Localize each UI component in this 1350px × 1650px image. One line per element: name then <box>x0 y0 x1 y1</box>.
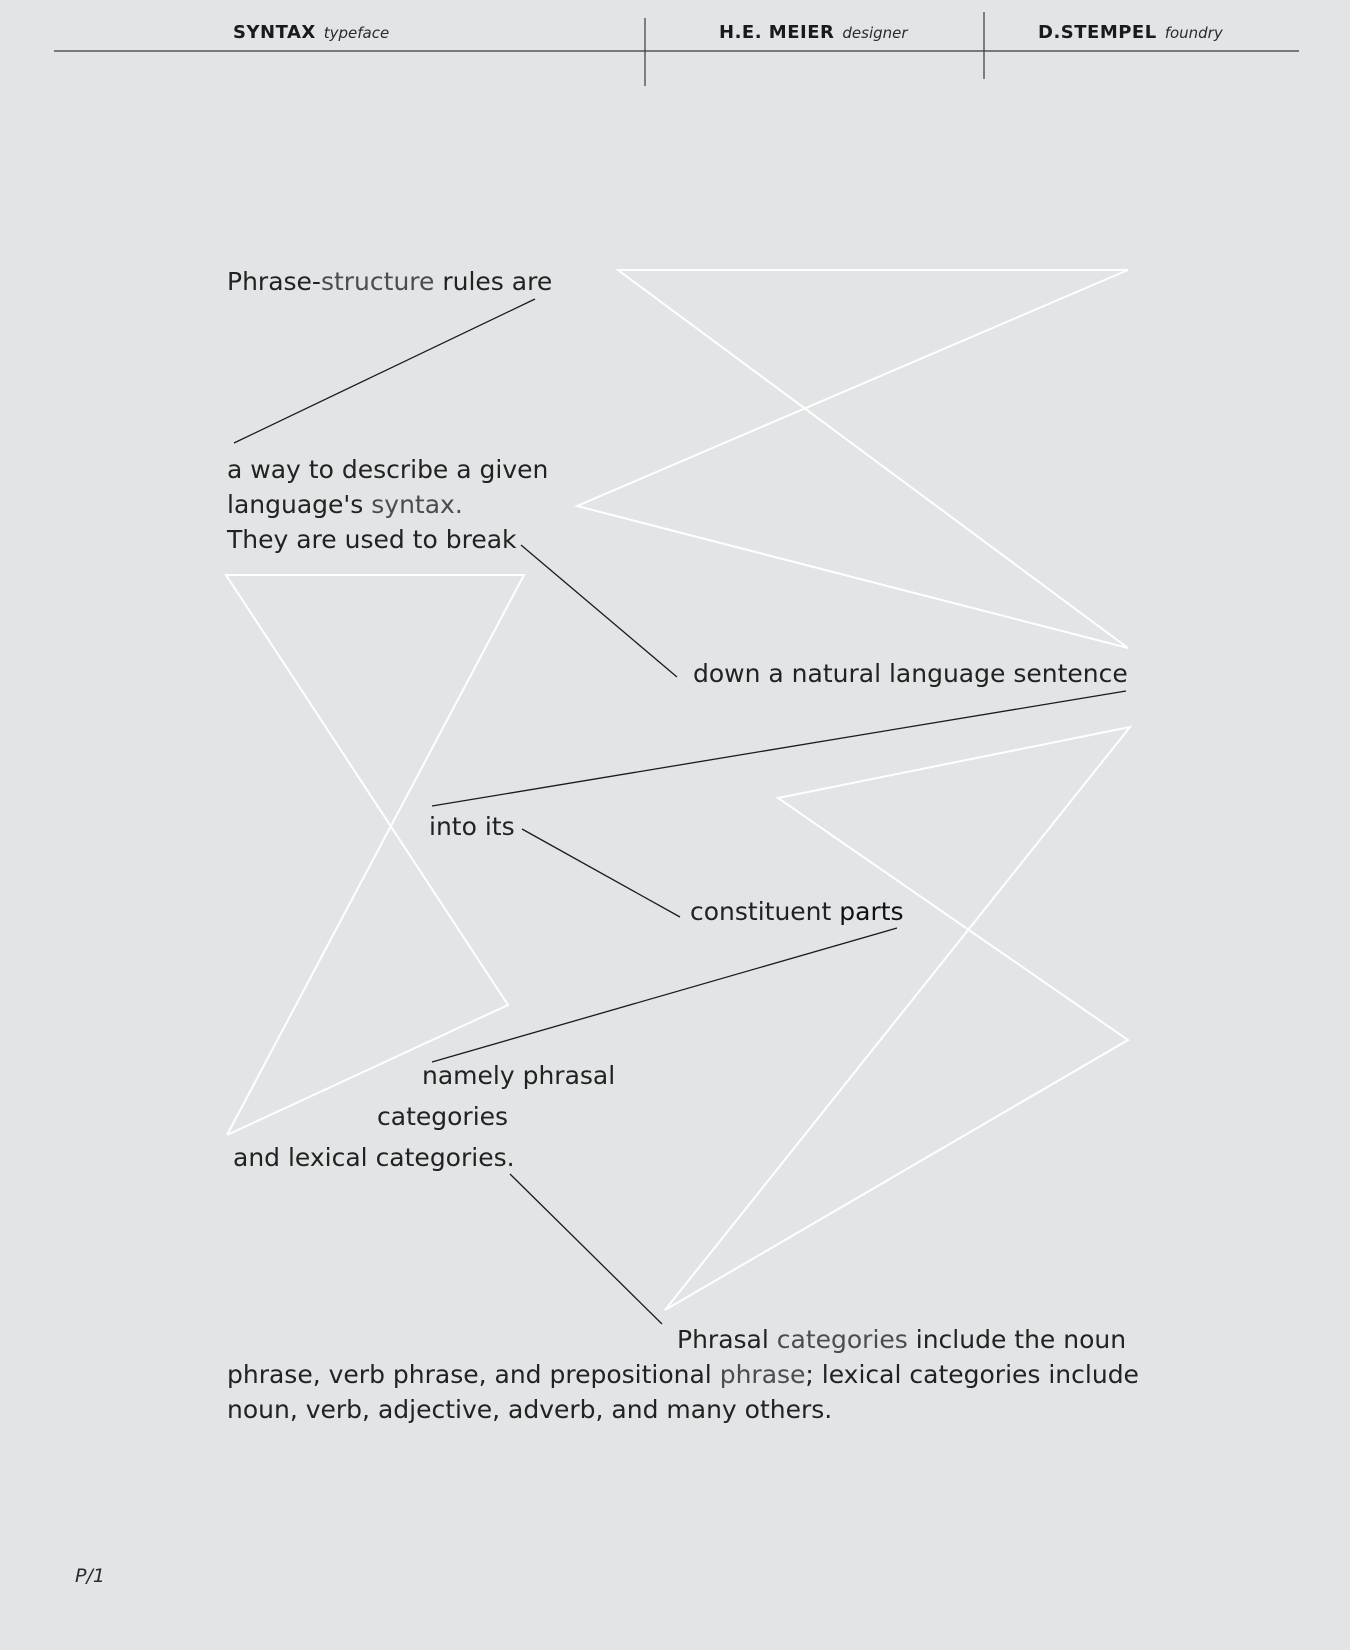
typeface-name: SYNTAX <box>233 22 316 43</box>
typeface-role: typeface <box>323 24 390 42</box>
zigzag-left-hourglass <box>226 575 524 1135</box>
paragraph-line-1-part-a: Phrasal <box>677 1325 777 1354</box>
poem-line-1 <box>227 264 552 299</box>
paragraph-line-2-part-a: phrase, verb phrase, and prepositional <box>227 1360 720 1389</box>
poem-line-8: namely phrasal <box>422 1061 616 1090</box>
connector-2 <box>521 545 677 677</box>
paragraph-line-1-highlight: categories <box>776 1325 908 1354</box>
paragraph-line-1-part-c: include the noun <box>907 1325 1127 1354</box>
poem-line-6: into its <box>429 812 515 841</box>
header-typeface <box>233 22 389 43</box>
poem-line-1-part-a: Phrase- <box>227 267 321 296</box>
poem-line-3 <box>227 487 463 522</box>
poem-line-7 <box>690 894 904 929</box>
page-number: P/1 <box>75 1565 105 1587</box>
poem-line-4: They are used to break <box>227 525 517 554</box>
poem-line-5: down a natural language sentence <box>693 659 1128 688</box>
paragraph-line-2-highlight: phrase <box>719 1360 806 1389</box>
poem-line-3-part-a: language's <box>227 490 372 519</box>
poem-line-1-highlight: structure <box>320 267 435 296</box>
poem-line-7-part-a: constituent <box>690 897 840 926</box>
connector-1 <box>234 299 535 443</box>
poem-line-7-highlight: parts <box>839 897 904 926</box>
poem-line-2: a way to describe a given <box>227 455 549 484</box>
foundry-role: foundry <box>1164 24 1223 42</box>
paragraph-line-3: noun, verb, adjective, adverb, and many others. <box>227 1395 833 1424</box>
poem-line-9: categories <box>377 1102 509 1131</box>
poem-line-10: and lexical categories. <box>233 1143 515 1172</box>
foundry-name: D.STEMPEL <box>1038 22 1157 43</box>
connector-6 <box>510 1174 662 1324</box>
connector-4 <box>522 829 680 917</box>
header-designer <box>719 22 908 43</box>
designer-role: designer <box>842 24 908 42</box>
zigzag-lower-right <box>665 727 1130 1310</box>
paragraph-line-2-part-c: ; lexical categories include <box>805 1360 1139 1389</box>
zigzag-top-right <box>577 270 1128 648</box>
header-foundry <box>1038 22 1223 43</box>
designer-name: H.E. MEIER <box>719 22 835 43</box>
paragraph-line-1 <box>677 1322 1126 1357</box>
paragraph-line-2 <box>227 1357 1139 1392</box>
poem-line-3-highlight: syntax. <box>371 490 463 519</box>
poem-line-1-part-c: rules are <box>434 267 553 296</box>
